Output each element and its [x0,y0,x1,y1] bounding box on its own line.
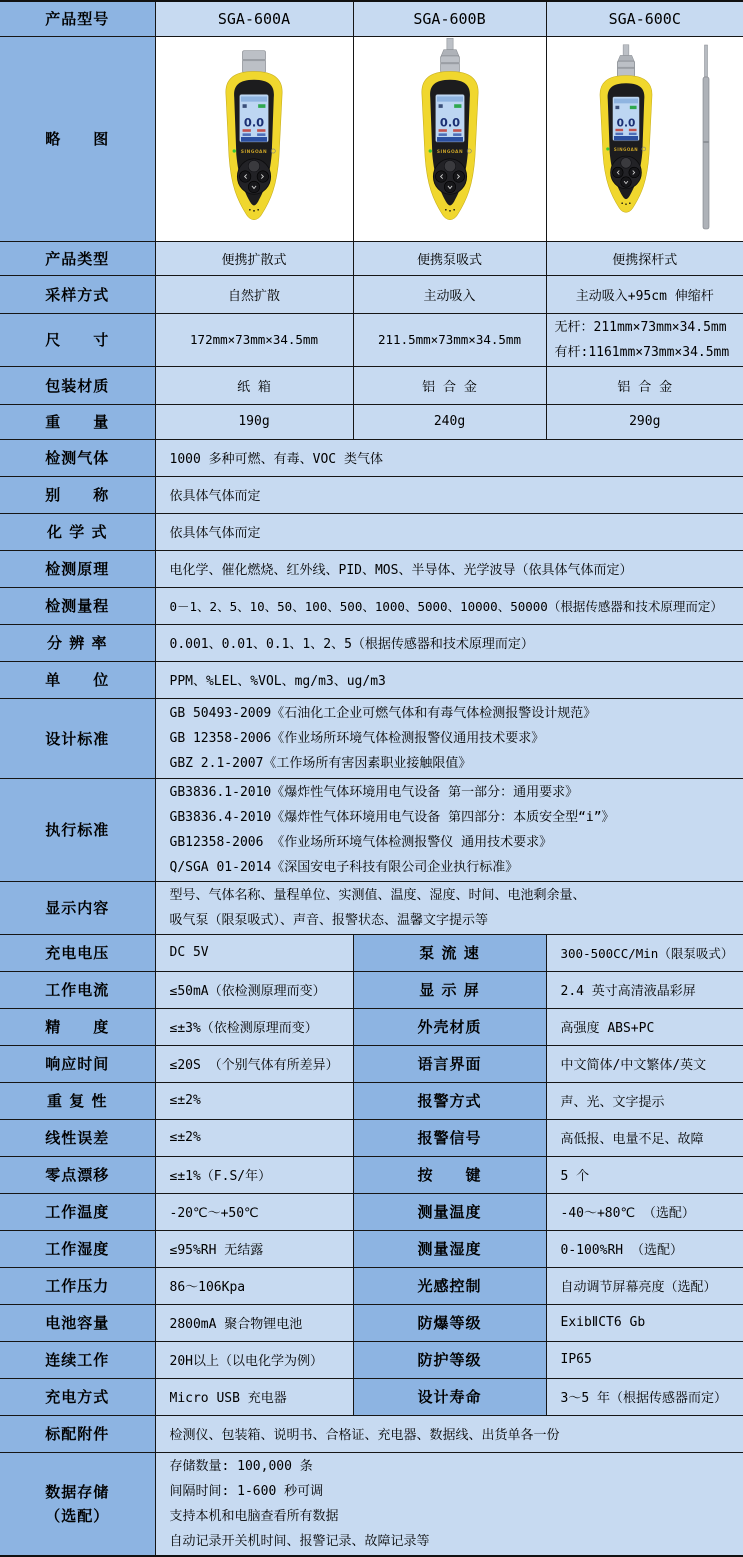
spec-row-design-standards [0,698,743,778]
row-value: 1000 多种可燃、有毒、VOC 类气体 [155,439,743,476]
spec-dual-row-charging-method [0,1378,743,1415]
spec-dual-row-working-temp [0,1193,743,1230]
spec-dual-row-repeatability [0,1082,743,1119]
spec-dual-row-battery [0,1304,743,1341]
row-value: IP65 [546,1341,743,1378]
row-label: 外壳材质 [353,1008,546,1045]
spec-row-resolution [0,624,743,661]
spec-row-alias [0,476,743,513]
row-value: ≤±2% [155,1119,353,1156]
spec-dual-row-working-pressure [0,1267,743,1304]
spec-dual-row-response-time [0,1045,743,1082]
spec-row-weight [0,404,743,439]
row-value: 86～106Kpa [155,1267,353,1304]
row-label: 语言界面 [353,1045,546,1082]
row-label: 报警信号 [353,1119,546,1156]
device-and-rod-group [548,42,743,236]
row-value: 0－1、2、5、10、50、100、500、1000、5000、10000、50000（根据传感器和技术原理而定） [155,587,743,624]
row-value: Micro USB 充电器 [155,1378,353,1415]
row-value [155,778,743,881]
spec-dual-row-zero-drift [0,1156,743,1193]
row-label: 充电电压 [0,934,155,971]
display-line: 吸气泵（限泵吸式）、声音、报警状态、温馨文字提示等 [169,912,489,928]
spec-row-exec-standards [0,778,743,881]
row-value: -20℃～+50℃ [155,1193,353,1230]
row-value: 2800mA 聚合物锂电池 [155,1304,353,1341]
spec-row-accessories [0,1415,743,1452]
row-label: 线性误差 [0,1119,155,1156]
row-label: 零点漂移 [0,1156,155,1193]
model-header-row [0,1,743,36]
gas-detector-image-sga600c [578,44,674,228]
row-label: 设计标准 [0,698,155,778]
row-value: 检测仪、包装箱、说明书、合格证、充电器、数据线、出货单各一份 [155,1415,743,1452]
row-value [155,881,743,934]
gas-detector-image-sga600a [202,38,306,236]
spec-dual-row-charge-voltage [0,934,743,971]
row-value: 依具体气体而定 [155,513,743,550]
telescopic-rod-image [700,44,712,236]
standard-line: Q/SGA 01-2014《深国安电子科技有限公司企业执行标准》 [169,859,519,875]
size-line-no-rod: 无杆：211mm×73mm×34.5mm [554,319,727,335]
cell-value-a: 自然扩散 [155,275,353,313]
row-label: 单 位 [0,661,155,698]
spec-dual-row-working-current [0,971,743,1008]
row-label: 泵 流 速 [353,934,546,971]
row-label: 工作压力 [0,1267,155,1304]
row-label: 设计寿命 [353,1378,546,1415]
row-value: 声、光、文字提示 [546,1082,743,1119]
row-label: 检测气体 [0,439,155,476]
row-value: ≤±1%（F.S/年） [155,1156,353,1193]
spec-row-gases [0,439,743,476]
cell-value-b: 211.5mm×73mm×34.5mm [353,313,546,366]
row-label: 测量湿度 [353,1230,546,1267]
row-label: 防爆等级 [353,1304,546,1341]
row-label-product-model: 产品型号 [0,1,155,36]
spec-row-unit [0,661,743,698]
cell-value-c: 便携探杆式 [546,241,743,275]
standard-line: GB 12358-2006《作业场所环境气体检测报警仪通用技术要求》 [169,730,545,746]
model-name-sga600c: SGA-600C [546,1,743,36]
row-value: 3～5 年（根据传感器而定） [546,1378,743,1415]
model-name-sga600a: SGA-600A [155,1,353,36]
row-value: ≤±3%（依检测原理而变） [155,1008,353,1045]
cell-value-a: 172mm×73mm×34.5mm [155,313,353,366]
row-value: 电化学、催化燃烧、红外线、PID、MOS、半导体、光学波导（依具体气体而定） [155,550,743,587]
spec-row-range [0,587,743,624]
sketch-row [0,36,743,241]
row-label: 连续工作 [0,1341,155,1378]
row-label-sketch: 略 图 [0,36,155,241]
cell-value-b: 240g [353,404,546,439]
row-label: 按 键 [353,1156,546,1193]
product-image-cell-b [353,36,546,241]
row-value: 高强度 ABS+PC [546,1008,743,1045]
product-image-cell-a [155,36,353,241]
standard-line: GB12358-2006 《作业场所环境气体检测报警仪 通用技术要求》 [169,834,553,850]
cell-value-c: 主动吸入+95cm 伸缩杆 [546,275,743,313]
row-label: 精 度 [0,1008,155,1045]
row-value: ExibⅡCT6 Gb [546,1304,743,1341]
cell-value-a: 便携扩散式 [155,241,353,275]
row-value: DC 5V [155,934,353,971]
row-label: 工作湿度 [0,1230,155,1267]
row-label: 显示内容 [0,881,155,934]
row-label: 响应时间 [0,1045,155,1082]
row-value: 0-100%RH （选配） [546,1230,743,1267]
spec-row-data-storage [0,1452,743,1556]
spec-dual-row-linearity [0,1119,743,1156]
row-label: 标配附件 [0,1415,155,1452]
storage-line: 间隔时间: 1-600 秒可调 [169,1483,324,1499]
row-value: 300-500CC/Min（限泵吸式） [546,934,743,971]
cell-value-c: 铝 合 金 [546,366,743,404]
row-value: 中文简体/中文繁体/英文 [546,1045,743,1082]
row-value: PPM、%LEL、%VOL、mg/m3、ug/m3 [155,661,743,698]
row-value: 2.4 英寸高清液晶彩屏 [546,971,743,1008]
storage-line: 自动记录开关机时间、报警记录、故障记录等 [169,1533,430,1549]
storage-line: 存储数量: 100,000 条 [169,1458,313,1474]
spec-dual-row-accuracy [0,1008,743,1045]
cell-value-b: 主动吸入 [353,275,546,313]
size-line-with-rod: 有杆:1161mm×73mm×34.5mm [554,344,730,360]
row-label: 报警方式 [353,1082,546,1119]
row-label: 充电方式 [0,1378,155,1415]
row-label: 产品类型 [0,241,155,275]
row-label: 执行标准 [0,778,155,881]
row-label: 采样方式 [0,275,155,313]
row-value: -40～+80℃ （选配） [546,1193,743,1230]
row-label: 检测量程 [0,587,155,624]
cell-value-c: 290g [546,404,743,439]
spec-dual-row-working-humidity [0,1230,743,1267]
row-label: 检测原理 [0,550,155,587]
row-value: 依具体气体而定 [155,476,743,513]
row-value [155,1452,743,1556]
storage-line: 支持本机和电脑查看所有数据 [169,1508,339,1524]
gas-detector-image-sga600b [398,38,502,236]
model-name-sga600b: SGA-600B [353,1,546,36]
row-label: 电池容量 [0,1304,155,1341]
spec-row-principle [0,550,743,587]
spec-row-display-content [0,881,743,934]
row-value: ≤±2% [155,1082,353,1119]
row-label: 工作温度 [0,1193,155,1230]
row-value: ≤95%RH 无结露 [155,1230,353,1267]
spec-row-sampling [0,275,743,313]
row-label: 包装材质 [0,366,155,404]
standard-line: GB 50493-2009《石油化工企业可燃气体和有毒气体检测报警设计规范》 [169,705,597,721]
spec-row-formula [0,513,743,550]
row-label: 工作电流 [0,971,155,1008]
row-label: 显 示 屏 [353,971,546,1008]
cell-value-b: 铝 合 金 [353,366,546,404]
row-label: 光感控制 [353,1267,546,1304]
spec-row-product-type [0,241,743,275]
row-value: 0.001、0.01、0.1、1、2、5（根据传感器和技术原理而定） [155,624,743,661]
spec-row-size [0,313,743,366]
row-label: 别 称 [0,476,155,513]
cell-value-a: 纸 箱 [155,366,353,404]
standard-line: GB3836.4-2010《爆炸性气体环境用电气设备 第四部分：本质安全型“i”》 [169,809,615,825]
storage-label-line1: 数据存储 [45,1482,110,1501]
product-image-cell-c [546,36,743,241]
row-label: 化 学 式 [0,513,155,550]
cell-value-a: 190g [155,404,353,439]
row-label [0,1452,155,1556]
spec-row-packaging [0,366,743,404]
row-label: 尺 寸 [0,313,155,366]
row-value: ≤50mA（依检测原理而变） [155,971,353,1008]
row-label: 防护等级 [353,1341,546,1378]
cell-value-b: 便携泵吸式 [353,241,546,275]
row-value: 高低报、电量不足、故障 [546,1119,743,1156]
row-value: ≤20S （个别气体有所差异） [155,1045,353,1082]
row-label: 重 复 性 [0,1082,155,1119]
display-line: 型号、气体名称、量程单位、实测值、温度、湿度、时间、电池剩余量、 [169,887,586,903]
row-value: 20H以上（以电化学为例） [155,1341,353,1378]
row-label: 测量温度 [353,1193,546,1230]
row-value: 5 个 [546,1156,743,1193]
row-value: 自动调节屏幕亮度（选配） [546,1267,743,1304]
row-label: 重 量 [0,404,155,439]
spec-dual-row-continuous-work [0,1341,743,1378]
row-value [155,698,743,778]
standard-line: GB3836.1-2010《爆炸性气体环境用电气设备 第一部分：通用要求》 [169,784,579,800]
standard-line: GBZ 2.1-2007《工作场所有害因素职业接触限值》 [169,755,472,771]
cell-value-c [546,313,743,366]
storage-label-line2: （选配） [45,1506,110,1525]
row-label: 分 辨 率 [0,624,155,661]
